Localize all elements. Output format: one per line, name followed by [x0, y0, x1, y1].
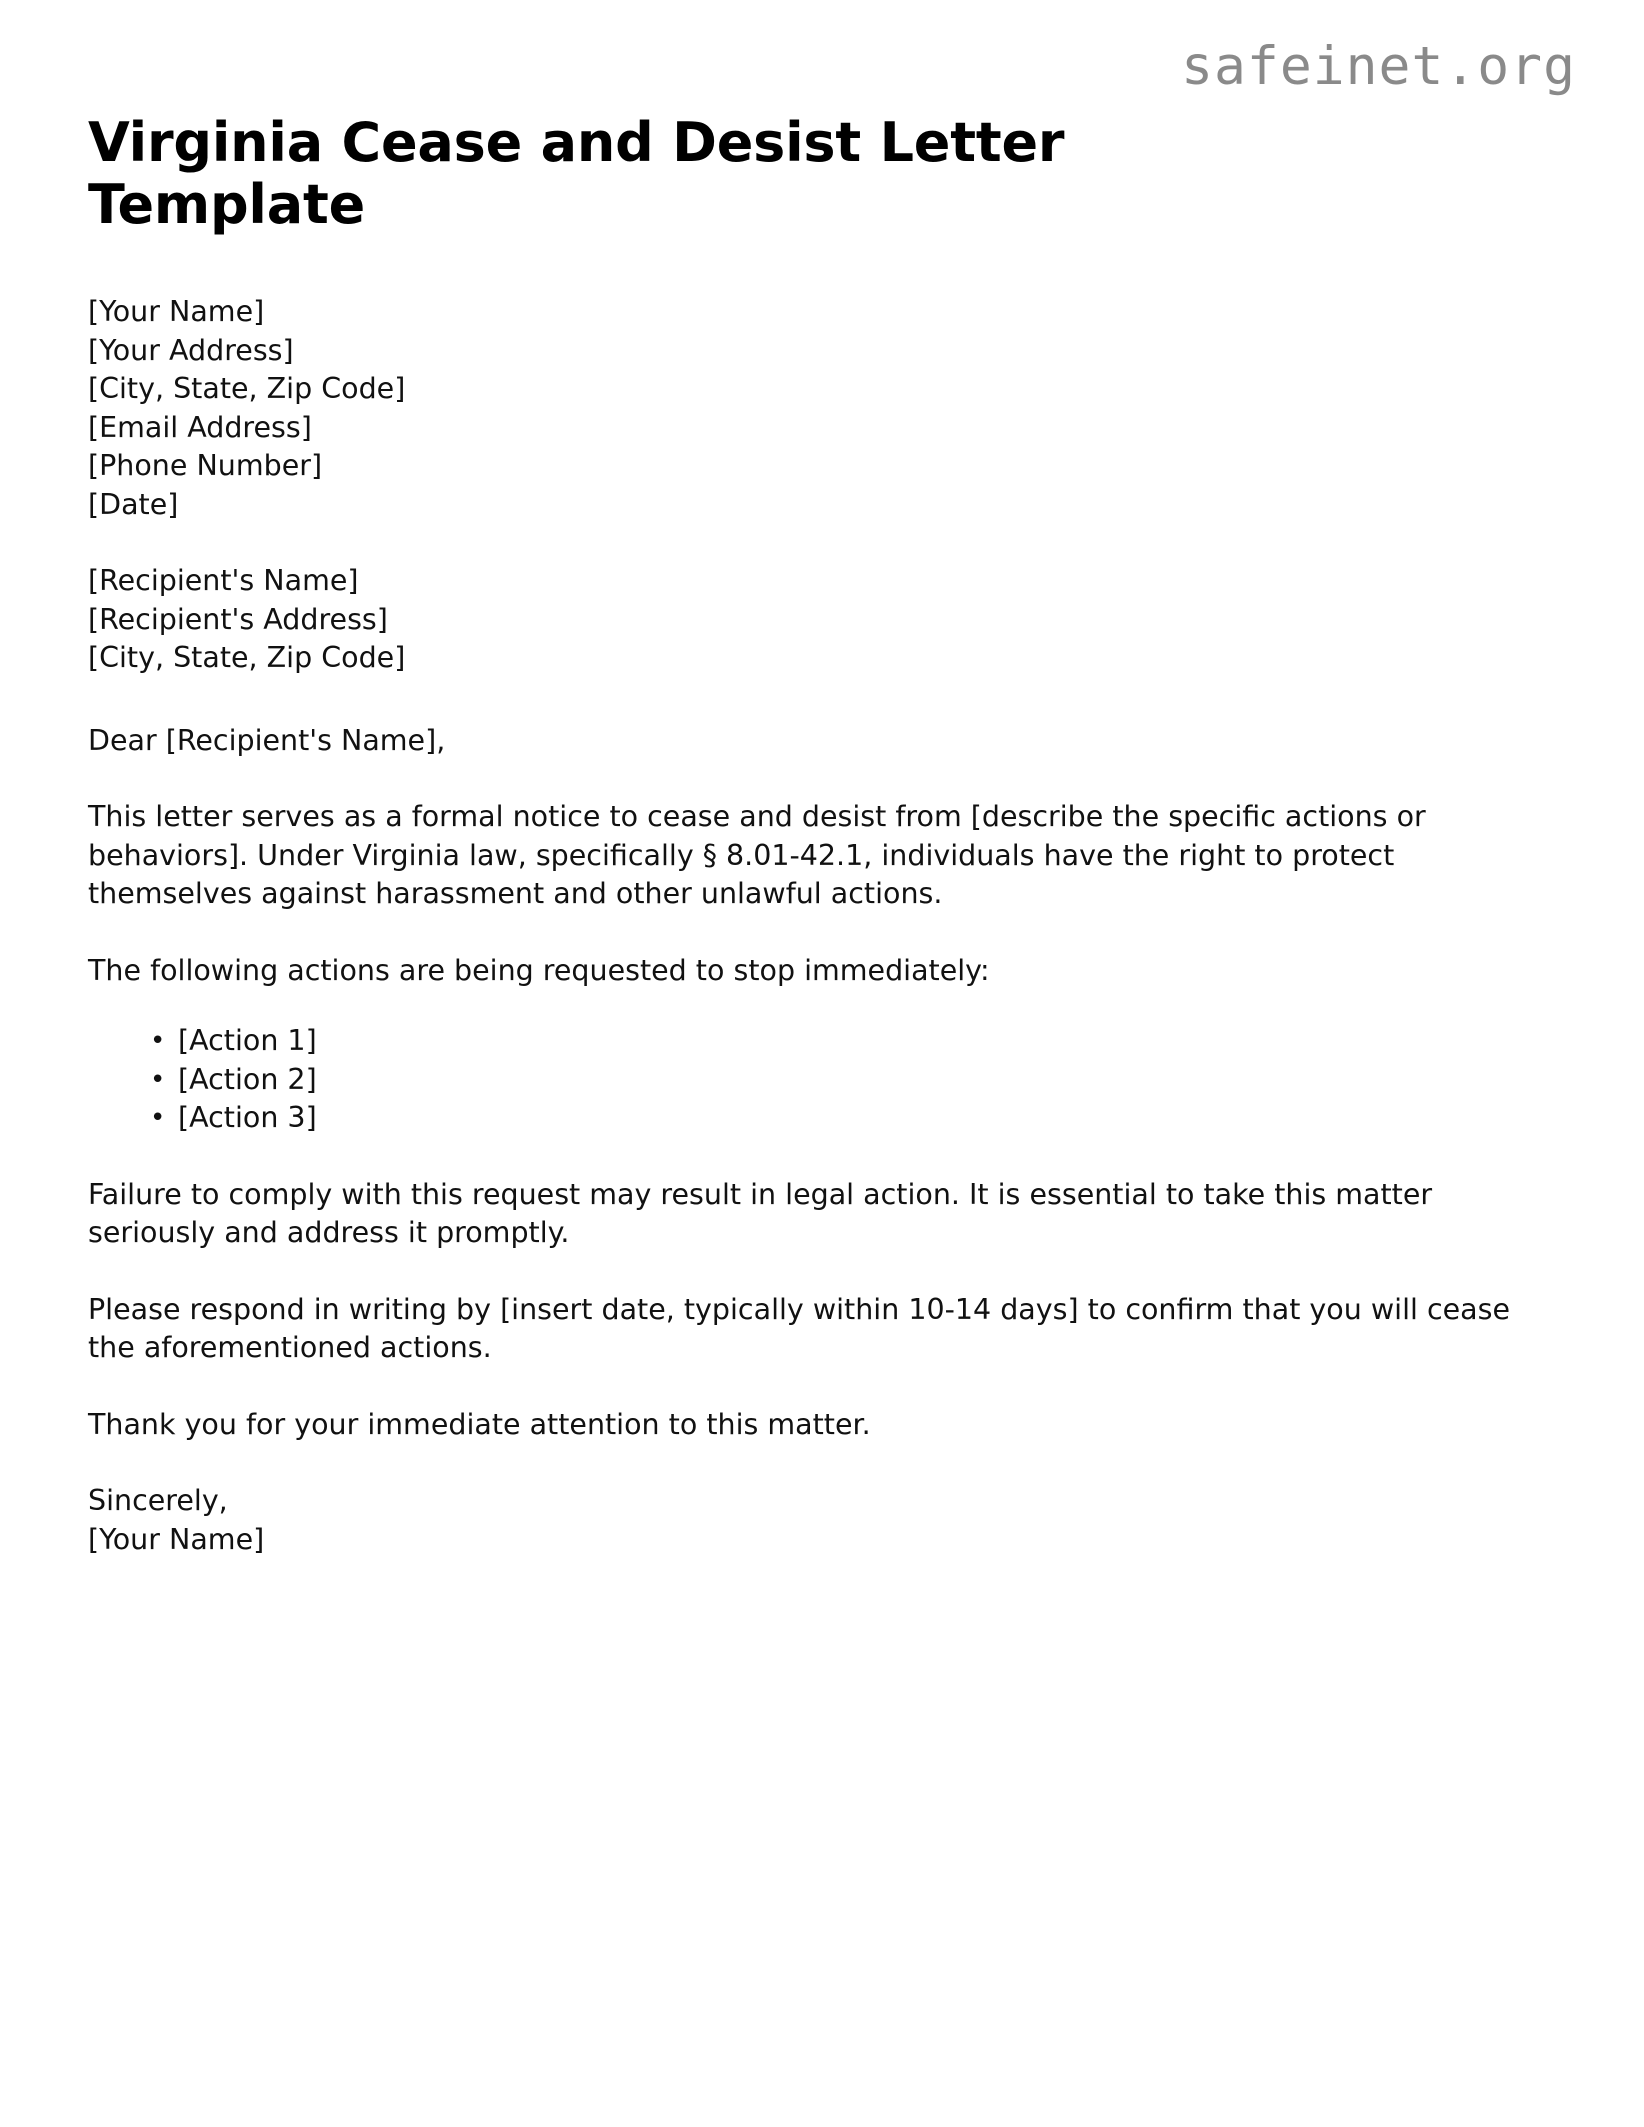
sender-city-state-zip: [City, State, Zip Code] [88, 372, 406, 406]
sender-email: [Email Address] [88, 410, 312, 444]
sender-address: [Your Address] [88, 333, 294, 367]
recipient-name: [Recipient's Name] [88, 564, 359, 598]
recipient-address: [Recipient's Address] [88, 602, 388, 636]
list-item: • [Action 2] [150, 1061, 1550, 1100]
recipient-address-block [88, 562, 1550, 678]
sender-address-block [88, 293, 1550, 524]
site-watermark: safeinet.org [1181, 36, 1576, 97]
salutation: Dear [Recipient's Name], [88, 723, 446, 757]
list-item: • [Action 3] [150, 1099, 1550, 1138]
signature-name: [Your Name] [88, 1522, 265, 1556]
paragraph-failure-to-comply: Failure to comply with this request may result in legal action. It is essential to take this matter seriously and address it promptly. [88, 1177, 1442, 1250]
paragraph-thank-you: Thank you for your immediate attention to this matter. [88, 1407, 871, 1441]
paragraph-respond-deadline: Please respond in writing by [insert date, typically within 10-14 days] to confirm that you will cease the aforementioned actions. [88, 1292, 1520, 1365]
sender-phone: [Phone Number] [88, 449, 323, 483]
action-list [88, 1022, 1550, 1138]
page-title: Virginia Cease and Desist Letter Template [88, 111, 1065, 236]
signature-block [88, 1482, 1550, 1559]
recipient-city-state-zip: [City, State, Zip Code] [88, 641, 406, 675]
letter-content [88, 0, 1550, 1559]
letter-date: [Date] [88, 487, 179, 521]
sender-name: [Your Name] [88, 295, 265, 329]
paragraph-list-intro: The following actions are being requested to stop immediately: [88, 953, 990, 987]
list-item: • [Action 1] [150, 1022, 1550, 1061]
paragraph-intro: This letter serves as a formal notice to cease and desist from [describe the specific actions or behaviors]. Under Virginia law, specifically § 8.01-42.1, individuals have the right to protect themselves against harassment and other unlawful actions. [88, 800, 1435, 911]
closing-salutation: Sincerely, [88, 1484, 228, 1518]
